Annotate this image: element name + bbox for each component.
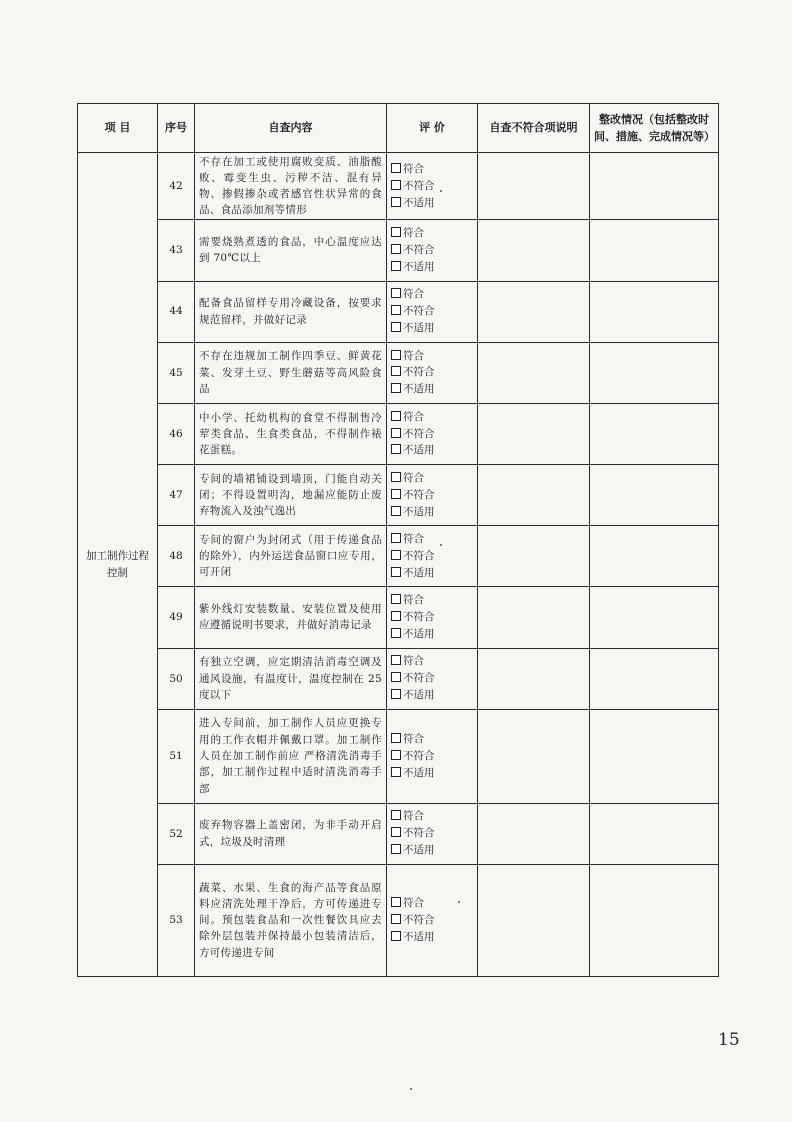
page-number: 15 (718, 1030, 740, 1050)
checkbox-icon[interactable] (391, 733, 401, 743)
inspection-content: 有独立空调，应定期清洁消毒空调及通风设施，有温度计，温度控制在 25 度以下 (195, 648, 387, 709)
evaluation-option-label: 符合 (403, 655, 424, 668)
row-number: 42 (158, 153, 195, 220)
evaluation-option[interactable] (391, 548, 473, 565)
evaluation-option[interactable] (391, 178, 473, 195)
table-header-row (78, 104, 719, 153)
improvement-note-cell[interactable] (590, 281, 719, 342)
evaluation-option-label: 不适用 (403, 689, 435, 702)
evaluation-option[interactable] (391, 912, 473, 929)
header-evaluation: 评 价 (387, 104, 478, 153)
evaluation-option[interactable] (391, 653, 473, 670)
evaluation-option[interactable] (391, 748, 473, 765)
header-content: 自查内容 (195, 104, 387, 153)
checkbox-icon[interactable] (391, 810, 401, 820)
scan-speck (440, 190, 442, 192)
evaluation-option[interactable] (391, 687, 473, 704)
table-row (78, 342, 719, 403)
noncompliance-note-cell[interactable] (478, 709, 590, 803)
improvement-note-cell[interactable] (590, 648, 719, 709)
evaluation-option-label: 不符合 (403, 672, 435, 685)
evaluation-option[interactable] (391, 670, 473, 687)
evaluation-option[interactable] (391, 409, 473, 426)
checkbox-icon[interactable] (391, 383, 401, 393)
checkbox-icon[interactable] (391, 506, 401, 516)
evaluation-cell (387, 465, 478, 526)
checkbox-icon[interactable] (391, 844, 401, 854)
noncompliance-note-cell[interactable] (478, 153, 590, 220)
table-row (78, 403, 719, 464)
evaluation-option[interactable] (391, 609, 473, 626)
evaluation-cell (387, 803, 478, 864)
noncompliance-note-cell[interactable] (478, 220, 590, 281)
checkbox-icon[interactable] (391, 322, 401, 332)
evaluation-option-label: 符合 (403, 471, 424, 484)
evaluation-option-label: 符合 (403, 349, 424, 362)
evaluation-option[interactable] (391, 592, 473, 609)
table-row (78, 648, 719, 709)
checkbox-icon[interactable] (391, 288, 401, 298)
evaluation-option[interactable] (391, 381, 473, 398)
evaluation-cell (387, 220, 478, 281)
evaluation-option-label: 符合 (403, 594, 424, 607)
evaluation-option-label: 不符合 (403, 549, 435, 562)
noncompliance-note-cell[interactable] (478, 864, 590, 976)
evaluation-option[interactable] (391, 259, 473, 276)
inspection-content: 需要烧熟煮透的食品，中心温度应达到 70℃以上 (195, 220, 387, 281)
evaluation-option-label: 不适用 (403, 930, 435, 943)
improvement-note-cell[interactable] (590, 864, 719, 976)
evaluation-option-label: 不符合 (403, 749, 435, 762)
evaluation-option[interactable] (391, 348, 473, 365)
checkbox-icon[interactable] (391, 197, 401, 207)
noncompliance-note-cell[interactable] (478, 803, 590, 864)
evaluation-option-label: 不符合 (403, 913, 435, 926)
evaluation-option[interactable] (391, 765, 473, 782)
inspection-content: 配备食品留样专用冷藏设备，按要求规范留样，并做好记录 (195, 281, 387, 342)
self-inspection-table (77, 103, 719, 977)
inspection-content: 进入专间前，加工制作人员应更换专用的工作衣帽并佩戴口罩。加工制作人员在加工制作前应 严格清洗消毒手部，加工制作过程中适时清洗消毒手部 (195, 709, 387, 803)
checkbox-icon[interactable] (391, 472, 401, 482)
evaluation-option[interactable] (391, 626, 473, 643)
checkbox-icon[interactable] (391, 444, 401, 454)
evaluation-option-label: 不符合 (403, 611, 435, 624)
checkbox-icon[interactable] (391, 767, 401, 777)
evaluation-cell (387, 153, 478, 220)
header-seq: 序号 (158, 104, 195, 153)
evaluation-option[interactable] (391, 842, 473, 859)
evaluation-option-label: 不符合 (403, 366, 435, 379)
row-number: 52 (158, 803, 195, 864)
table-row (78, 709, 719, 803)
evaluation-cell (387, 648, 478, 709)
checkbox-icon[interactable] (391, 533, 401, 543)
row-number: 44 (158, 281, 195, 342)
evaluation-option-label: 不适用 (403, 444, 435, 457)
evaluation-cell (387, 587, 478, 648)
checkbox-icon[interactable] (391, 366, 401, 376)
evaluation-option[interactable] (391, 225, 473, 242)
table-row (78, 281, 719, 342)
evaluation-option[interactable] (391, 487, 473, 504)
noncompliance-note-cell[interactable] (478, 342, 590, 403)
noncompliance-note-cell[interactable] (478, 587, 590, 648)
improvement-note-cell[interactable] (590, 342, 719, 403)
evaluation-option-label: 符合 (403, 732, 424, 745)
checkbox-icon[interactable] (391, 914, 401, 924)
checkbox-icon[interactable] (391, 163, 401, 173)
checkbox-icon[interactable] (391, 750, 401, 760)
evaluation-option[interactable] (391, 303, 473, 320)
evaluation-option-label: 符合 (403, 227, 424, 240)
inspection-content: 中小学、托幼机构的食堂不得制售冷荤类食品、生食类食品，不得制作裱花蛋糕。 (195, 403, 387, 464)
checkbox-icon[interactable] (391, 411, 401, 421)
checkbox-icon[interactable] (391, 931, 401, 941)
evaluation-option[interactable] (391, 442, 473, 459)
evaluation-option-label: 不符合 (403, 488, 435, 501)
table-row (78, 864, 719, 976)
evaluation-option[interactable] (391, 161, 473, 178)
improvement-note-cell[interactable] (590, 153, 719, 220)
evaluation-option-label: 符合 (403, 288, 424, 301)
evaluation-option[interactable] (391, 242, 473, 259)
row-number: 45 (158, 342, 195, 403)
evaluation-option[interactable] (391, 731, 473, 748)
row-number: 51 (158, 709, 195, 803)
table-row (78, 465, 719, 526)
evaluation-option-label: 符合 (403, 533, 424, 546)
inspection-content: 不存在加工或使用腐败变质、油脂酸败、霉变生虫、污秽不洁、混有异物、掺假掺杂或者感官性状异常的食品、食品添加剂等情形 (195, 153, 387, 220)
checkbox-icon[interactable] (391, 350, 401, 360)
scan-speck (458, 901, 460, 903)
table-row (78, 526, 719, 587)
evaluation-option-label: 不适用 (403, 383, 435, 396)
evaluation-option-label: 不适用 (403, 627, 435, 640)
evaluation-option-label: 不适用 (403, 260, 435, 273)
evaluation-cell (387, 403, 478, 464)
noncompliance-note-cell[interactable] (478, 648, 590, 709)
checkbox-icon[interactable] (391, 261, 401, 271)
evaluation-option-label: 不适用 (403, 322, 435, 335)
evaluation-option[interactable] (391, 895, 473, 912)
evaluation-cell (387, 342, 478, 403)
noncompliance-note-cell[interactable] (478, 526, 590, 587)
scan-speck (410, 1088, 412, 1090)
checkbox-icon[interactable] (391, 428, 401, 438)
row-number: 46 (158, 403, 195, 464)
evaluation-option-label: 不适用 (403, 505, 435, 518)
row-number: 50 (158, 648, 195, 709)
checkbox-icon[interactable] (391, 489, 401, 499)
evaluation-option-label: 不适用 (403, 844, 435, 857)
improvement-note-cell[interactable] (590, 803, 719, 864)
checkbox-icon[interactable] (391, 628, 401, 638)
table-row (78, 803, 719, 864)
checkbox-icon[interactable] (391, 227, 401, 237)
improvement-note-cell[interactable] (590, 587, 719, 648)
checkbox-icon[interactable] (391, 567, 401, 577)
noncompliance-note-cell[interactable] (478, 281, 590, 342)
improvement-note-cell[interactable] (590, 220, 719, 281)
checkbox-icon[interactable] (391, 827, 401, 837)
table-row (78, 587, 719, 648)
evaluation-option-label: 不适用 (403, 766, 435, 779)
header-improvement: 整改情况（包括整改时间、措施、完成情况等） (590, 104, 719, 153)
improvement-note-cell[interactable] (590, 403, 719, 464)
evaluation-option[interactable] (391, 565, 473, 582)
header-category: 项 目 (78, 104, 158, 153)
row-number: 43 (158, 220, 195, 281)
evaluation-option[interactable] (391, 470, 473, 487)
evaluation-option[interactable] (391, 929, 473, 946)
evaluation-option-label: 不适用 (403, 196, 435, 209)
evaluation-option-label: 不符合 (403, 179, 435, 192)
evaluation-option-label: 不符合 (403, 427, 435, 440)
table-row (78, 153, 719, 220)
evaluation-option-label: 不符合 (403, 827, 435, 840)
checkbox-icon[interactable] (391, 305, 401, 315)
evaluation-option[interactable] (391, 808, 473, 825)
improvement-note-cell[interactable] (590, 526, 719, 587)
evaluation-cell (387, 709, 478, 803)
evaluation-option[interactable] (391, 504, 473, 521)
evaluation-option[interactable] (391, 320, 473, 337)
checkbox-icon[interactable] (391, 689, 401, 699)
row-number: 49 (158, 587, 195, 648)
row-number: 47 (158, 465, 195, 526)
evaluation-option[interactable] (391, 195, 473, 212)
noncompliance-note-cell[interactable] (478, 403, 590, 464)
inspection-content: 专间的墙裙铺设到墙顶，门能自动关闭；不得设置明沟，地漏应能防止废弃物流入及浊气逸出 (195, 465, 387, 526)
evaluation-option-label: 符合 (403, 810, 424, 823)
evaluation-option[interactable] (391, 286, 473, 303)
checkbox-icon[interactable] (391, 550, 401, 560)
evaluation-cell (387, 864, 478, 976)
row-number: 48 (158, 526, 195, 587)
improvement-note-cell[interactable] (590, 709, 719, 803)
checkbox-icon[interactable] (391, 244, 401, 254)
evaluation-option[interactable] (391, 825, 473, 842)
checkbox-icon[interactable] (391, 611, 401, 621)
inspection-content: 废弃物容器上盖密闭，为非手动开启式，垃圾及时清理 (195, 803, 387, 864)
table-row (78, 220, 719, 281)
checkbox-icon[interactable] (391, 672, 401, 682)
evaluation-option-label: 不符合 (403, 305, 435, 318)
checkbox-icon[interactable] (391, 897, 401, 907)
evaluation-option-label: 不符合 (403, 244, 435, 257)
evaluation-option[interactable] (391, 426, 473, 443)
evaluation-cell (387, 281, 478, 342)
inspection-content: 紫外线灯安装数量、安装位置及使用应遵循说明书要求，并做好消毒记录 (195, 587, 387, 648)
inspection-content: 蔬菜、水果、生食的海产品等食品原料应清洗处理干净后，方可传递进专间。预包装食品和一次性餐饮具应去除外层包装并保持最小包装清洁后，方可传递进专间 (195, 864, 387, 976)
scan-speck (440, 544, 442, 546)
evaluation-option[interactable] (391, 364, 473, 381)
checkbox-icon[interactable] (391, 655, 401, 665)
checkbox-icon[interactable] (391, 594, 401, 604)
inspection-content: 专间的窗户为封闭式（用于传递食品的除外），内外运送食品窗口应专用，可开闭 (195, 526, 387, 587)
row-number: 53 (158, 864, 195, 976)
evaluation-option-label: 符合 (403, 410, 424, 423)
evaluation-option-label: 符合 (403, 897, 424, 910)
header-noncompliance: 自查不符合项说明 (478, 104, 590, 153)
noncompliance-note-cell[interactable] (478, 465, 590, 526)
checkbox-icon[interactable] (391, 180, 401, 190)
category-cell: 加工制作过程控制 (78, 153, 158, 977)
evaluation-option[interactable] (391, 531, 473, 548)
evaluation-cell (387, 526, 478, 587)
improvement-note-cell[interactable] (590, 465, 719, 526)
evaluation-option-label: 不适用 (403, 566, 435, 579)
evaluation-option-label: 符合 (403, 162, 424, 175)
inspection-content: 不存在违规加工制作四季豆、鲜黄花菜、发芽土豆、野生蘑菇等高风险食品 (195, 342, 387, 403)
